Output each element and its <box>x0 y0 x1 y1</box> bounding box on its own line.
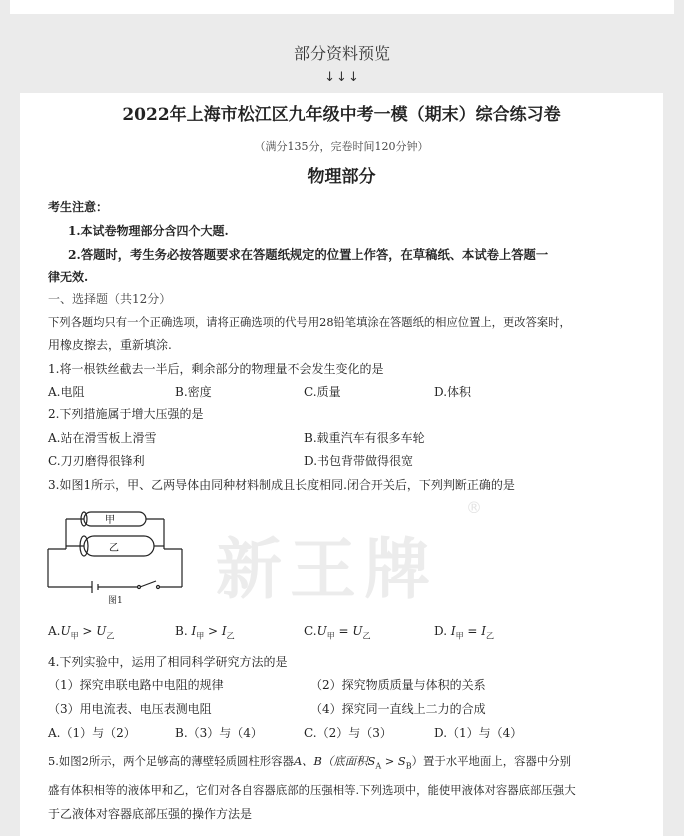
q1-stem: 1.将一根铁丝截去一半后，剩余部分的物理量不会发生变化的是 <box>48 362 384 376</box>
part1-instructions: 下列各题均只有一个正确选项，请将正确选项的代号用28铅笔填涂在答题纸的相应位置上，更改答案时， <box>48 316 571 329</box>
watermark-logo <box>216 488 482 608</box>
watermark-reg-mark: ® <box>466 498 482 517</box>
q3-option-c: $C.U_甲 = U_乙$ <box>304 624 371 641</box>
previous-card-edge <box>10 0 674 14</box>
figure-1-label: 图1 <box>108 596 123 606</box>
q4-item-4: （4）探究同一直线上二力的合成 <box>310 702 486 716</box>
notice-item-1: 1.本试卷物理部分含四个大题. <box>68 224 229 238</box>
preview-title: 部分资料预览 <box>293 44 390 63</box>
q1-option-b: B.密度 <box>175 385 212 399</box>
exam-page <box>20 93 663 836</box>
part1-heading: 一、选择题（共12分） <box>48 292 172 306</box>
q3-option-d: D. $I_甲 = I_乙$ <box>434 624 495 641</box>
q1-option-a: A.电阻 <box>48 385 85 399</box>
q4-option-d: D.（1）与（4） <box>434 726 523 740</box>
q2-option-b: B.载重汽车有很多车轮 <box>304 431 425 445</box>
exam-title: 2022年上海市松江区九年级中考一模（期末）综合练习卷 <box>122 105 561 125</box>
q4-item-1: （1）探究串联电路中电阻的规律 <box>48 678 224 692</box>
q3-option-b: B. $I_甲 > I_乙$ <box>175 624 235 641</box>
down-arrows: ↓↓↓ <box>324 70 360 85</box>
q2-option-a: A.站在滑雪板上滑雪 <box>48 431 157 445</box>
q2-stem: 2.下列措施属于增大压强的是 <box>48 407 204 421</box>
q5-stem-line-2: 盛有体积相等的液体甲和乙，它们对各自容器底部的压强相等.下列选项中，能使甲液体对容器底部压强大 <box>48 783 576 797</box>
watermark-text: 新王牌 <box>216 531 438 608</box>
q4-item-2: （2）探究物质质量与体积的关系 <box>310 678 486 692</box>
notice-item-2-cont: 律无效. <box>48 270 89 284</box>
q3-option-a: $A.U_甲 > U_乙$ <box>48 624 115 641</box>
q4-option-c: C.（2）与（3） <box>304 726 392 740</box>
resistor-label-2: 乙 <box>109 543 119 554</box>
section-title: 物理部分 <box>307 167 376 187</box>
notice-item-2: 2.答题时，考生务必按答题要求在答题纸规定的位置上作答，在草稿纸、本试卷上答题一 <box>68 247 549 262</box>
q5-stem: 5.如图2所示，两个足够高的薄壁轻质圆柱形容器A、B（底面积$S_A > S_B$）置于水平地面上，容器中分别 <box>48 754 572 771</box>
q5-stem-line-3: 于乙液体对容器底部压强的操作方法是 <box>48 807 253 821</box>
resistor-label-1: 甲 <box>105 515 115 526</box>
q1-option-c: C.质量 <box>304 385 341 399</box>
q2-option-c: C.刀刃磨得很锋利 <box>48 454 145 468</box>
q4-item-3: （3）用电流表、电压表测电阻 <box>48 702 212 716</box>
q4-option-a: A.（1）与（2） <box>48 726 136 740</box>
exam-subtitle: （满分135分，完卷时间120分钟） <box>254 140 429 153</box>
part1-instructions-cont: 用橡皮擦去，重新填涂. <box>48 338 172 352</box>
q4-option-b: B.（3）与（4） <box>175 726 263 740</box>
q4-stem: 4.下列实验中，运用了相同科学研究方法的是 <box>48 655 288 669</box>
q3-stem: 3.如图1所示，甲、乙两导体由同种材料制成且长度相同.闭合开关后，下列判断正确的是 <box>48 478 515 492</box>
q1-option-d: D.体积 <box>434 385 472 399</box>
q2-option-d: D.书包背带做得很宽 <box>304 454 414 468</box>
circuit-diagram <box>46 501 186 593</box>
notice-heading: 考生注意： <box>48 200 109 214</box>
